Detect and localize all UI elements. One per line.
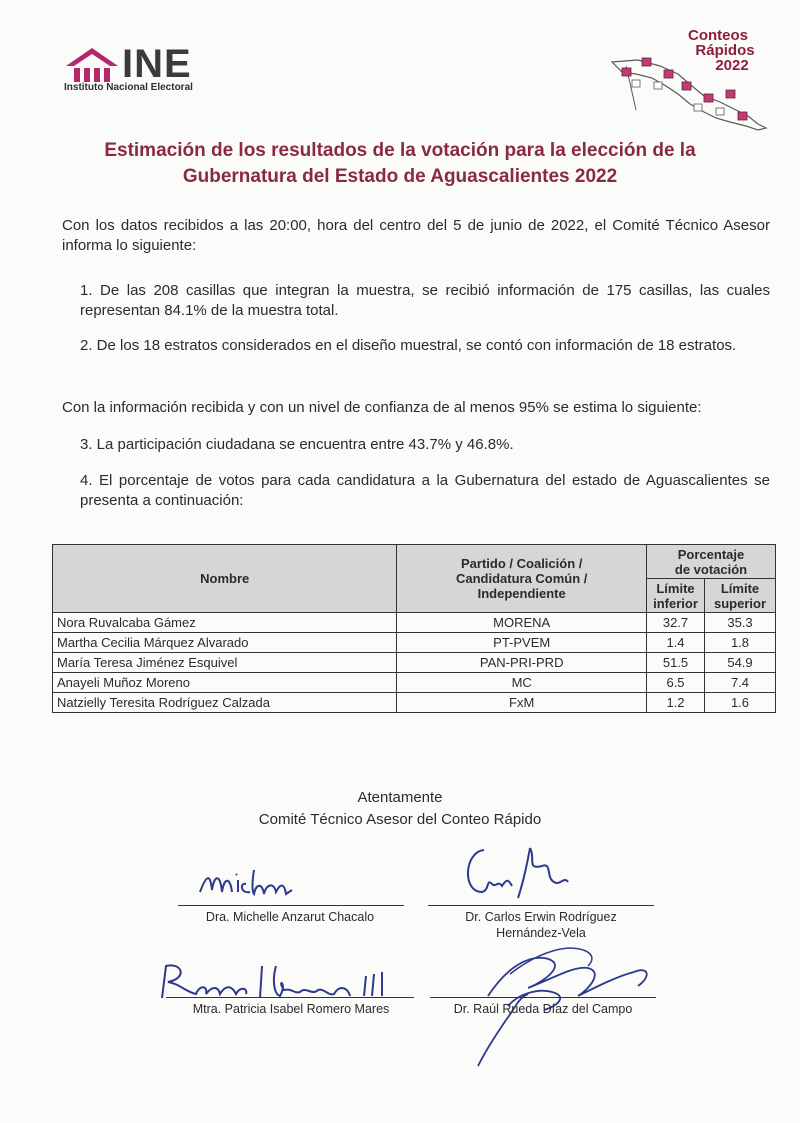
cell-superior: 54.9 [705, 653, 776, 673]
header-inferior-line-1: Límite [656, 580, 695, 596]
table-row [53, 633, 776, 653]
table-row [53, 673, 776, 693]
cell-partido: PT-PVEM [397, 633, 647, 653]
table-row [53, 693, 776, 713]
header-superior-line-2: superior [713, 595, 766, 611]
item-4: 4. El porcentaje de votos para cada candidatura a la Gubernatura del estado de Aguascalientes se presenta a continuación: [80, 472, 770, 509]
signature-2-name-line-1: Dr. Carlos Erwin Rodríguez [465, 910, 617, 924]
table-row [53, 613, 776, 633]
header-partido-line-2: Candidatura Común / [455, 571, 588, 586]
title-line-1: Estimación de los resultados de la votación para la elección de la [104, 140, 696, 161]
conteos-rapidos-logo [608, 22, 778, 132]
table-row [53, 653, 776, 673]
cell-inferior: 1.4 [647, 633, 705, 653]
cell-inferior: 6.5 [647, 673, 705, 693]
header-partido [397, 545, 647, 613]
header-porcentaje-line-1: Porcentaje [677, 546, 745, 562]
cell-nombre: Natzielly Teresita Rodríguez Calzada [53, 693, 397, 713]
cell-partido: PAN-PRI-PRD [397, 653, 647, 673]
header-inferior-line-2: inferior [653, 595, 698, 611]
header-limite-inferior [647, 579, 705, 613]
item-3: 3. La participación ciudadana se encuentra entre 43.7% y 46.8%. [80, 436, 514, 453]
cell-nombre: Martha Cecilia Márquez Alvarado [53, 633, 397, 653]
cell-nombre: Anayeli Muñoz Moreno [53, 673, 397, 693]
intro-paragraph: Con los datos recibidos a las 20:00, hora del centro del 5 de junio de 2022, el Comité Técnico Asesor informa lo siguiente: [62, 217, 770, 254]
header-porcentaje [647, 545, 776, 579]
mexico-map-icon [608, 52, 778, 132]
signature-2-line [428, 905, 654, 906]
cell-nombre: Nora Ruvalcaba Gámez [53, 613, 397, 633]
cell-partido: FxM [397, 693, 647, 713]
signature-1-name: Dra. Michelle Anzarut Chacalo [205, 910, 375, 924]
cell-nombre: María Teresa Jiménez Esquivel [53, 653, 397, 673]
cell-superior: 1.6 [705, 693, 776, 713]
item-2: 2. De los 18 estratos considerados en el diseño muestral, se contó con información de 18 estratos. [80, 337, 737, 354]
cell-superior: 1.8 [705, 633, 776, 653]
cell-partido: MORENA [397, 613, 647, 633]
conteos-line-2: Rápidos [695, 42, 755, 59]
closing-committee: Comité Técnico Asesor del Conteo Rápido [258, 811, 542, 828]
title-line-2: Gubernatura del Estado de Aguascalientes 2022 [182, 166, 618, 187]
header-nombre: Nombre [53, 545, 397, 613]
header-limite-superior [705, 579, 776, 613]
cell-superior: 35.3 [705, 613, 776, 633]
cell-inferior: 1.2 [647, 693, 705, 713]
signature-2-name-line-2: Hernández-Vela [496, 926, 586, 940]
ine-subtitle: Instituto Nacional Electoral [64, 82, 193, 93]
cell-partido: MC [397, 673, 647, 693]
header-superior-line-1: Límite [720, 580, 760, 596]
header-partido-line-1: Partido / Coalición / [461, 556, 583, 571]
confidence-paragraph: Con la información recibida y con un nivel de confianza de al menos 95% se estima lo siguiente: [62, 399, 702, 416]
header-porcentaje-line-2: de votación [674, 561, 748, 577]
cell-inferior: 51.5 [647, 653, 705, 673]
signature-4-line [430, 997, 656, 998]
signature-4-name: Dr. Raúl Rueda Díaz del Campo [453, 1002, 633, 1016]
cell-superior: 7.4 [705, 673, 776, 693]
document-title [60, 138, 740, 190]
results-table [52, 544, 776, 713]
closing-atentamente: Atentamente [357, 789, 443, 806]
signature-3-name: Mtra. Patricia Isabel Romero Mares [192, 1002, 390, 1016]
header-partido-line-3: Independiente [477, 586, 566, 601]
signature-1-scribble [196, 862, 356, 908]
signature-1-line [178, 905, 404, 906]
signature-3-scribble [152, 958, 412, 1006]
signature-2-scribble [456, 842, 596, 906]
cell-inferior: 32.7 [647, 613, 705, 633]
ine-logo-mark-icon [64, 46, 120, 86]
conteos-line-3: 2022 [715, 57, 749, 74]
conteos-line-1: Conteos [688, 27, 748, 44]
ine-logo [64, 44, 234, 100]
ine-logo-text: INE [122, 42, 192, 86]
signature-3-line [166, 997, 414, 998]
item-1: 1. De las 208 casillas que integran la muestra, se recibió información de 175 casillas, las cuales representan 84.1% de la muestra total. [80, 282, 770, 319]
